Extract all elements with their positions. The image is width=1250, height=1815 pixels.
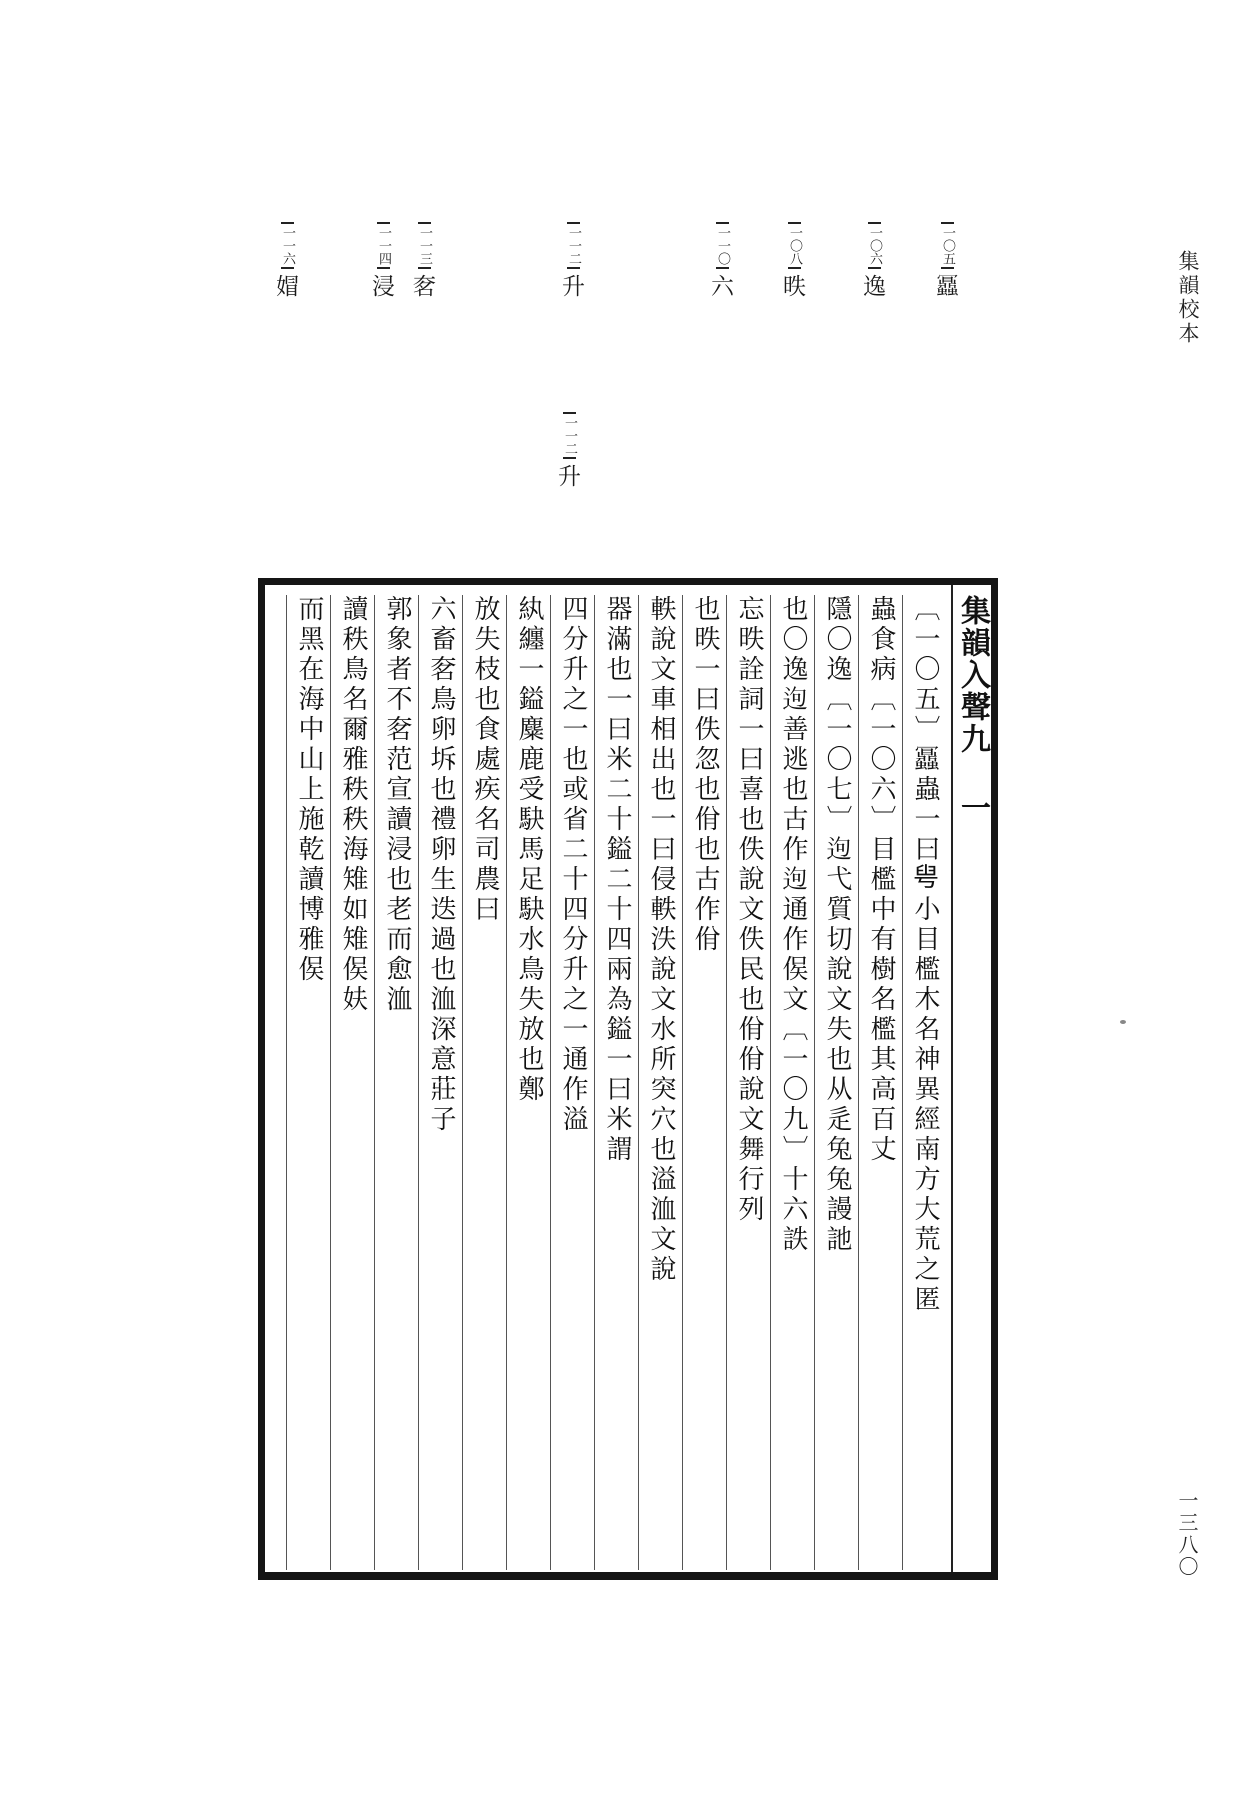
note-number: 一一二 xyxy=(567,222,580,269)
note-character: 媢 xyxy=(276,274,299,300)
text-column: 也〇逸𨒡善逃也古作𨒡通作㑨文〔一〇九〕十六詄 xyxy=(770,595,815,1570)
note-number: 一一二 xyxy=(563,412,576,459)
text-column: 隱〇逸〔一〇七〕𨒡弋質切說文失也从辵兔兔謾訑 xyxy=(814,595,859,1570)
note-character: 六 xyxy=(711,274,734,300)
woodblock-frame xyxy=(258,578,998,1580)
text-column: 也昳一曰佚忽也佾也古作佾 xyxy=(682,595,727,1570)
frame-edge-label: 集韻入聲九 一 xyxy=(955,595,990,824)
text-column: 放失枝也食處疾名司農曰 xyxy=(462,595,507,1570)
page-number: 一三八〇 xyxy=(1175,1490,1199,1578)
note-number: 一〇五 xyxy=(941,222,954,269)
text-column: 紈纏一鎰麋鹿受駃馬足駃水鳥失放也鄭 xyxy=(506,595,551,1570)
note-character: 升 xyxy=(562,274,585,300)
note-number: 一〇八 xyxy=(788,222,801,269)
text-column: 〔一〇五〕𧖅蟲一曰𦥚小目檻木名神異經南方大荒之匿 xyxy=(902,595,947,1570)
collation-note xyxy=(783,222,806,299)
collation-note xyxy=(413,222,436,299)
note-number: 一一六 xyxy=(281,222,294,269)
collation-note xyxy=(562,222,585,299)
note-number: 一一四 xyxy=(377,222,390,269)
note-character: 㚚 xyxy=(413,274,436,300)
collation-note xyxy=(372,222,395,299)
note-number: 一〇六 xyxy=(868,222,881,269)
text-column: 四分升之一也或省二十四分升之一通作溢 xyxy=(550,595,595,1570)
collation-note xyxy=(863,222,886,299)
ink-speck xyxy=(1120,1020,1126,1024)
note-character: 昳 xyxy=(783,274,806,300)
collation-note xyxy=(276,222,299,299)
text-column: 忘昳詮詞一曰喜也佚說文佚民也佾佾說文舞行列 xyxy=(726,595,771,1570)
note-character: 升 xyxy=(558,464,581,490)
collation-note xyxy=(711,222,734,299)
note-character: 逸 xyxy=(863,274,886,300)
text-column: 器滿也一曰米二十鎰二十四兩為鎰一曰米謂 xyxy=(594,595,639,1570)
text-column: 而黑在海中山上施乾讀博雅㑨 xyxy=(286,595,331,1570)
text-column: 郭象者不㚚范宣讀浸也老而愈洫 xyxy=(374,595,419,1570)
collation-note xyxy=(558,412,581,489)
running-title: 集韻校本 xyxy=(1176,250,1200,346)
note-number: 一一〇 xyxy=(716,222,729,269)
note-character: 浸 xyxy=(372,274,395,300)
collation-note xyxy=(936,222,959,299)
text-column: 軼說文車相出也一曰侵軼泆說文水所突穴也溢洫文說 xyxy=(638,595,683,1570)
text-column: 讀秩鳥名爾雅秩秩海雉如雉㑨妋 xyxy=(330,595,375,1570)
text-column: 六畜㚚鳥卵坼也禮卵生迭過也洫深意莊子 xyxy=(418,595,463,1570)
note-number: 一一三 xyxy=(418,222,431,269)
note-character: 𧖅 xyxy=(936,274,959,300)
frame-divider xyxy=(951,585,953,1572)
text-column: 蟲食病〔一〇六〕目檻中有樹名檻其高百丈 xyxy=(858,595,903,1570)
